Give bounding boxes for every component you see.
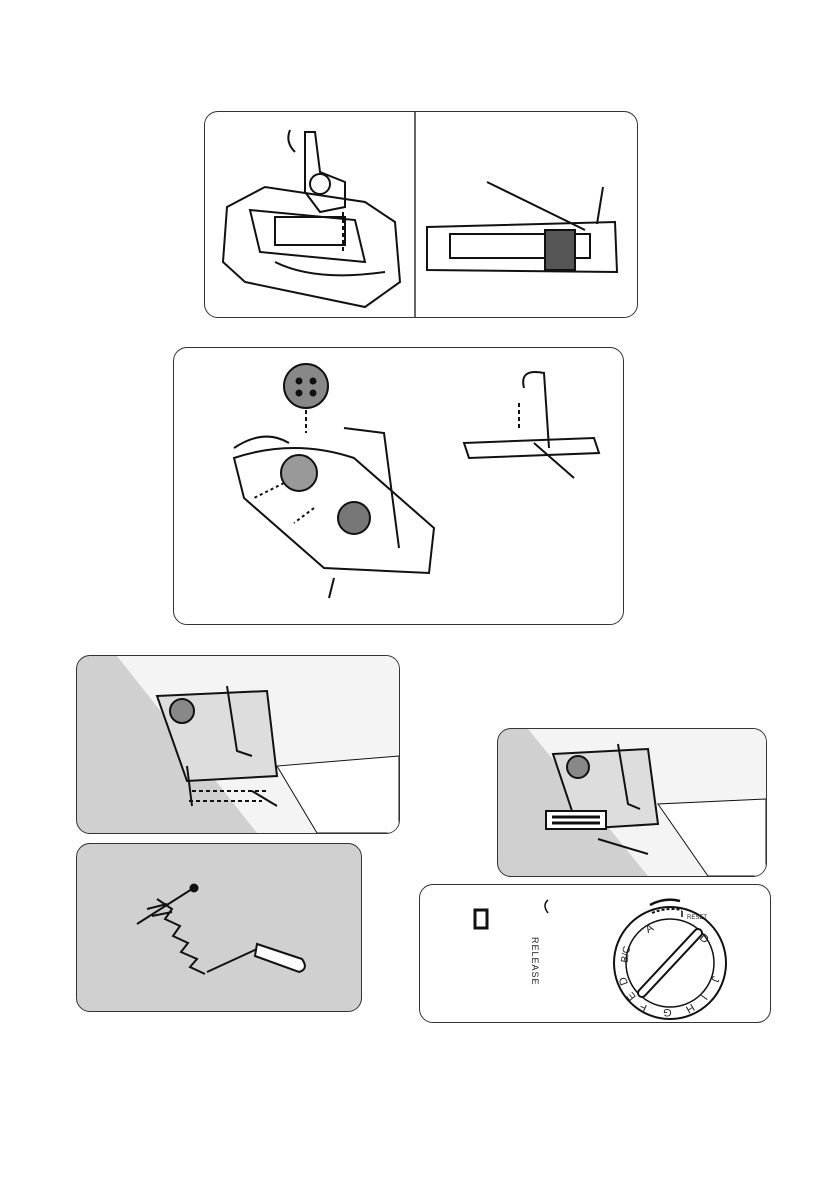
panel-fabric-right [497,728,767,877]
panel-fabric-left [76,655,400,834]
button-placement-illustration [174,348,623,624]
dial-illustration [420,885,770,1022]
panel-dial [419,884,771,1023]
foot-attach-illustration [205,112,637,317]
dial-letter-i: I [697,992,710,1002]
panel-seam-ripper [76,843,362,1012]
dial-letter-d: D [616,975,631,987]
dial-letter-h: H [683,1000,697,1016]
dial-letter-a: A [643,921,656,937]
dial-letter-j: J [708,974,722,984]
dial-letter-g: G [663,1006,672,1018]
fabric-right-illustration [498,729,766,876]
seam-ripper-illustration [77,844,361,1011]
buttonhole-symbol-icon [475,910,487,928]
dial-letter-bc: B/C [619,945,634,964]
dial-letter-f: F [637,1000,649,1014]
panel-button-placement [173,347,624,625]
dial-letter-e: E [624,989,639,1003]
dial-letter-d2: D [697,931,711,947]
dial-reset-label: RESET [687,915,708,921]
release-label: RELEASE [530,937,540,986]
fabric-left-illustration [77,656,399,833]
panel-foot-attach [204,111,638,318]
